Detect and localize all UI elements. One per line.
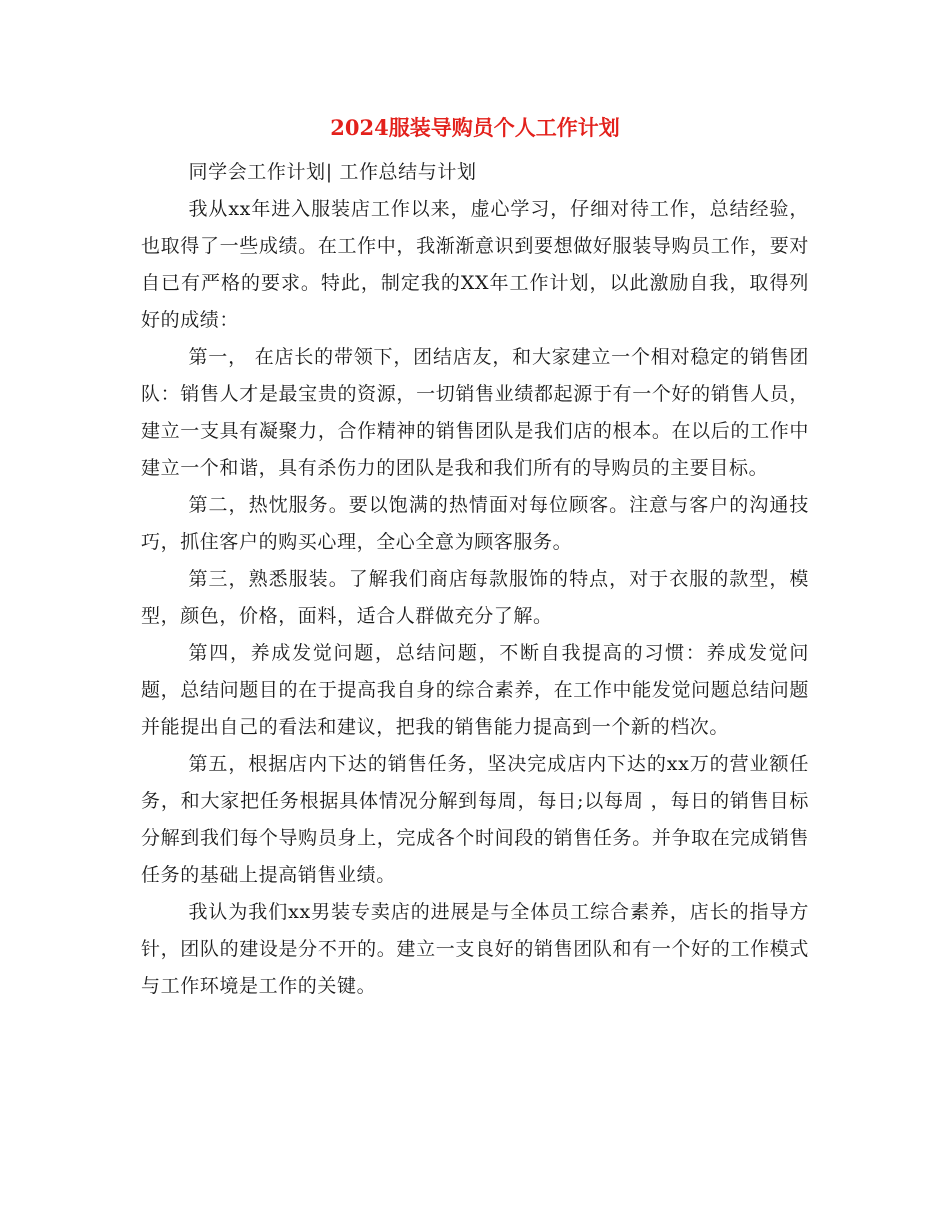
paragraph-fifth: 第五，根据店内下达的销售任务，坚决完成店内下达的xx万的营业额任务，和大家把任务根据具体情况分解到每周，每日;以每周 ，每日的销售目标分解到我们每个导购员身上，完成各个时间段的销售任务。并争取在完成销售任务的基础上提高销售业绩。 [141,753,809,886]
document-body [141,154,809,1005]
paragraph-intro: 我从xx年进入服装店工作以来，虚心学习，仔细对待工作，总结经验，也取得了一些成绩。在工作中，我渐渐意识到要想做好服装导购员工作，要对自已有严格的要求。特此，制定我的XX年工作计划，以此激励自我，取得列好的成绩： [141,198,809,331]
document-subtitle: 同学会工作计划| 工作总结与计划 [188,161,477,183]
paragraph-fourth: 第四，养成发觉问题，总结问题，不断自我提高的习惯：养成发觉问题，总结问题目的在于提高我自身的综合素养，在工作中能发觉问题总结问题并能提出自己的看法和建议，把我的销售能力提高到一个新的档次。 [141,642,809,738]
paragraph-conclusion: 我认为我们xx男装专卖店的进展是与全体员工综合素养，店长的指导方针，团队的建设是分不开的。建立一支良好的销售团队和有一个好的工作模式与工作环境是工作的关键。 [141,901,809,997]
paragraph-first: 第一， 在店长的带领下，团结店友，和大家建立一个相对稳定的销售团队：销售人才是最宝贵的资源，一切销售业绩都起源于有一个好的销售人员，建立一支具有凝聚力，合作精神的销售团队是我们店的根本。在以后的工作中建立一个和谐，具有杀伤力的团队是我和我们所有的导购员的主要目标。 [141,346,809,479]
paragraph-second: 第二，热忱服务。要以饱满的热情面对每位顾客。注意与客户的沟通技巧，抓住客户的购买心理，全心全意为顾客服务。 [141,494,809,553]
paragraph-third: 第三，熟悉服装。了解我们商店每款服饰的特点，对于衣服的款型，模型，颜色，价格，面料，适合人群做充分了解。 [141,568,809,627]
document-title: 2024服装导购员个人工作计划 [330,115,620,140]
